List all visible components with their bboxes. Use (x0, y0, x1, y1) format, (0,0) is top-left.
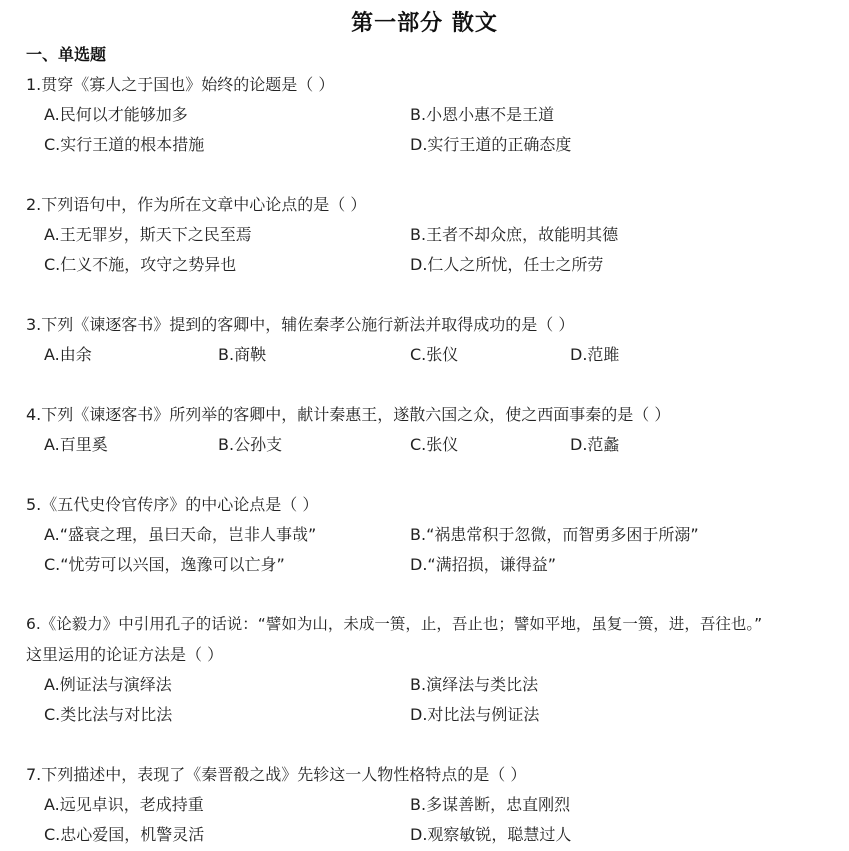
question-6-stem: 6.《论毅力》中引用孔子的话说：“譬如为山，未成一篑，止，吾止也；譬如平地，虽复一篑，进，吾往也。” (26, 615, 763, 633)
question-3-option-b: B.商鞅 (218, 345, 267, 364)
question-7-option-b: B.多谋善断，忠直刚烈 (410, 795, 571, 814)
question-2-option-a: A.王无罪岁，斯天下之民至焉 (44, 225, 252, 244)
question-2-option-c: C.仁义不施，攻守之势异也 (44, 255, 237, 274)
question-5-option-b: B.“祸患常积于忽微，而智勇多困于所溺” (410, 525, 699, 544)
question-7-option-a: A.远见卓识，老成持重 (44, 795, 204, 814)
question-5-stem: 5.《五代史伶官传序》的中心论点是（ ） (26, 495, 319, 514)
section-heading: 一、单选题 (26, 45, 107, 64)
question-6-stem-continued: 这里运用的论证方法是（ ） (26, 645, 224, 664)
question-1-option-d: D.实行王道的正确态度 (410, 135, 572, 154)
question-3-option-a: A.由余 (44, 345, 92, 364)
question-1-option-b: B.小恩小惠不是王道 (410, 105, 555, 124)
question-3-option-d: D.范雎 (570, 345, 620, 364)
question-4-option-a: A.百里奚 (44, 435, 108, 454)
page-title: 第一部分 散文 (351, 11, 498, 36)
question-5-option-c: C.“忧劳可以兴国，逸豫可以亡身” (44, 555, 285, 574)
question-1-stem: 1.贯穿《寡人之于国也》始终的论题是（ ） (26, 75, 335, 94)
question-3-stem: 3.下列《谏逐客书》提到的客卿中，辅佐秦孝公施行新法并取得成功的是（ ） (26, 315, 575, 334)
question-2-option-d: D.仁人之所忧，任士之所劳 (410, 255, 604, 274)
question-6-option-b: B.演绎法与类比法 (410, 675, 539, 694)
question-4-option-b: B.公孙支 (218, 435, 283, 454)
question-2-stem: 2.下列语句中，作为所在文章中心论点的是（ ） (26, 195, 367, 214)
question-5-option-a: A.“盛衰之理，虽曰天命，岂非人事哉” (44, 525, 317, 544)
question-6-option-c: C.类比法与对比法 (44, 705, 173, 724)
question-6-option-a: A.例证法与演绎法 (44, 675, 172, 694)
question-2-option-b: B.王者不却众庶，故能明其德 (410, 225, 619, 244)
question-7-option-d: D.观察敏锐，聪慧过人 (410, 825, 572, 844)
question-1-option-a: A.民何以才能够加多 (44, 105, 188, 124)
question-5-option-d: D.“满招损，谦得益” (410, 555, 556, 574)
question-3-option-c: C.张仪 (410, 345, 459, 364)
question-4-option-d: D.范蠡 (570, 435, 620, 454)
question-4-option-c: C.张仪 (410, 435, 459, 454)
question-7-stem: 7.下列描述中，表现了《秦晋殽之战》先轸这一人物性格特点的是（ ） (26, 765, 527, 784)
question-4-stem: 4.下列《谏逐客书》所列举的客卿中，献计秦惠王，遂散六国之众，使之西面事秦的是（ ） (26, 405, 671, 424)
question-7-option-c: C.忠心爱国，机警灵活 (44, 825, 205, 844)
question-1-option-c: C.实行王道的根本措施 (44, 135, 205, 154)
question-6-option-d: D.对比法与例证法 (410, 705, 540, 724)
